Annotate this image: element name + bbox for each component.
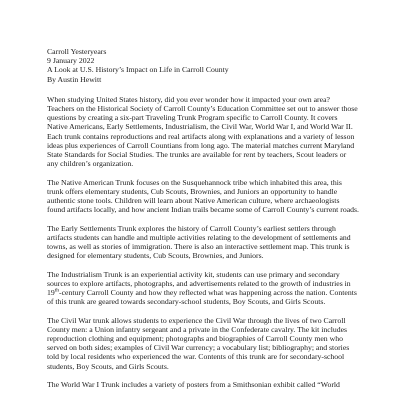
industrialism-text-part1: The Industrialism Trunk is an experiential activity kit, students can use primary and secondary sources to explore artifacts, photographs, and advertisements related to the growth of industries in 19 bbox=[47, 269, 351, 298]
paragraph-intro: When studying United States history, did you ever wonder how it impacted your own area? Teachers on the Historical Society of Carroll County’s Education Committee set out to answer those questions by creating a six-part Traveling Trunk Program specific to Carroll County. It covers Native Americans, Early Settlements, Industrialism, the Civil War, World War I, and World War II. Each trunk contains reproductions and real artifacts along with explanations and a variety of lesson ideas plus experiences of Carroll Countians from long ago. The material matches current Maryland State Standards for Social Studies. The trunks are available for rent by teachers, Scout leaders or any children’s organization. bbox=[47, 94, 358, 169]
paragraph-early-settlements-trunk: The Early Settlements Trunk explores the history of Carroll County’s earliest settlers through artifacts students can handle and multiple activities relating to the development of settlements and towns, as well as stories of immigration. There is also an interactive settlement map. This trunk is designed for elementary students, Cub Scouts, Brownies, and Juniors. bbox=[47, 223, 351, 261]
paragraph-industrialism-trunk bbox=[47, 270, 359, 307]
ordinal-superscript: th bbox=[54, 287, 60, 294]
document-page bbox=[47, 47, 359, 398]
article-byline: By Austin Hewitt bbox=[47, 74, 102, 84]
paragraph-native-american-trunk: The Native American Trunk focuses on the Susquehannock tribe which inhabited this area, this trunk offers elementary students, Cub Scouts, Brownies, and Juniors an opportunity to handle authentic stone tools. Children will learn about Native American culture, where archaeologists found artifacts locally, and how ancient Indian trails became some of Carroll County’s current roads. bbox=[47, 177, 359, 215]
publication-date: 9 January 2022 bbox=[47, 56, 95, 66]
paragraph-civil-war-trunk: The Civil War trunk allows students to experience the Civil War through the lives of two Carroll County men: a Union infantry sergeant and a private in the Confederate cavalry. The kit includes reproduction clothing and equipment; photographs and biographies of Carroll County men who served on both sides; examples of Civil War currency; a vocabulary list; bibliography; and stories told by local residents who experienced the war. Contents of this trunk are for secondary-school students, Boy Scouts, and Girls Scouts. bbox=[47, 315, 350, 371]
column-name: Carroll Yesteryears bbox=[47, 47, 107, 56]
article-title: A Look at U.S. History’s Impact on Life in Carroll County bbox=[47, 65, 229, 75]
industrialism-text-part2: -century Carroll County and how they reflected what was happening across the nation. Contents of this trunk are geared towards secondary-school students, Boy Scouts, and Girls Scouts. bbox=[47, 288, 357, 307]
document-header bbox=[47, 47, 359, 84]
paragraph-world-war-one-trunk: The World War I Trunk includes a variety of posters from a Smithsonian exhibit called “World bbox=[47, 380, 340, 390]
